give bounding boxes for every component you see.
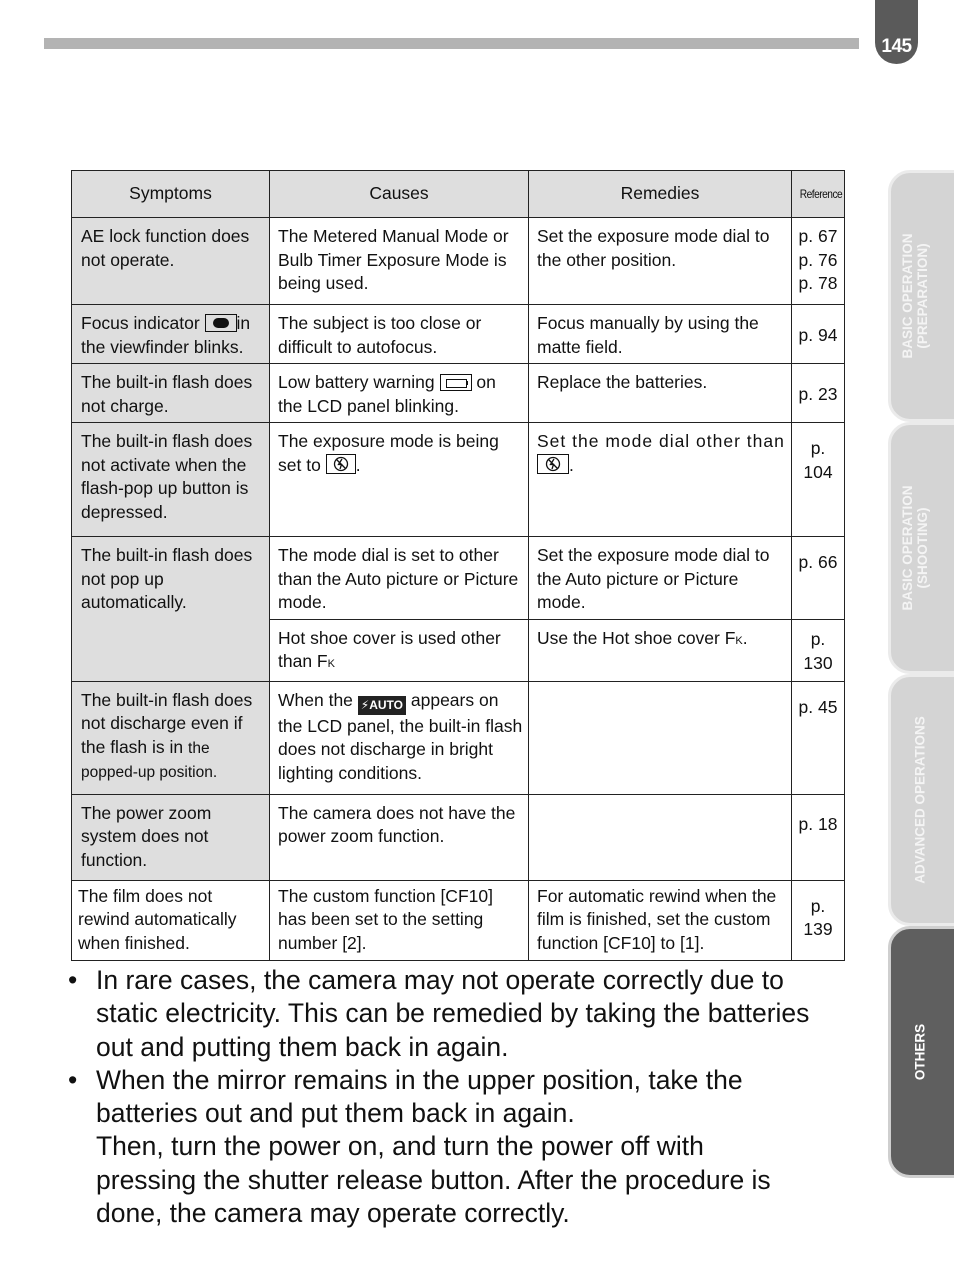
header-causes: Causes: [270, 171, 529, 218]
note-item: • In rare cases, the camera may not operate correctly due to static electricity. This can be remedied by taking the batteries out and putting them back in again.: [68, 965, 810, 1062]
table-row: [72, 537, 845, 620]
tab-label: BASIC OPERATION (SHOOTING): [900, 485, 930, 611]
remedy-cell: [529, 794, 792, 880]
remedy-cell: Set the mode dial other than .: [529, 423, 792, 537]
remedy-cell: Use the Hot shoe cover FK.: [529, 619, 792, 681]
page-reference: p. 78: [798, 273, 838, 293]
reference-cell: p. 139: [792, 880, 845, 960]
page-reference: p. 67: [798, 226, 838, 246]
symptom-cell: AE lock function does not operate.: [72, 218, 270, 305]
remedy-cell: Focus manually by using the matte field.: [529, 305, 792, 364]
bullet: •: [68, 965, 78, 995]
flash-off-icon: [326, 454, 356, 474]
note-item: • When the mirror remains in the upper position, take the batteries out and put them back in again. Then, turn the power on, and turn the power off with pressing the shutter release button. After the procedure is done, the camera may operate correctly.: [68, 1064, 771, 1229]
cause-cell: Hot shoe cover is used other than FK: [270, 619, 529, 681]
cause-cell: The exposure mode is being set to .: [270, 423, 529, 537]
battery-warning-icon: [440, 374, 472, 391]
table-header-row: [72, 171, 845, 218]
symptom-cell: Focus indicator in the viewfinder blinks.: [72, 305, 270, 364]
header-reference: Reference: [792, 171, 845, 218]
symptom-cell: The power zoom system does not function.: [72, 794, 270, 880]
cause-cell: The subject is too close or difficult to autofocus.: [270, 305, 529, 364]
page-number: 145: [875, 0, 918, 64]
tab-basic-operation-shooting[interactable]: [888, 422, 954, 674]
tab-basic-operation-preparation[interactable]: [888, 170, 954, 422]
header-symptoms: Symptoms: [72, 171, 270, 218]
reference-cell: p. 18: [792, 794, 845, 880]
symptom-cell: The built-in flash does not charge.: [72, 364, 270, 423]
cause-cell: The camera does not have the power zoom function.: [270, 794, 529, 880]
reference-cell: [792, 218, 845, 305]
cause-cell: The custom function [CF10] has been set to the setting number [2].: [270, 880, 529, 960]
reference-cell: p. 104: [792, 423, 845, 537]
cause-cell: Low battery warning on the LCD panel blinking.: [270, 364, 529, 423]
table-row: [72, 794, 845, 880]
troubleshooting-table: [71, 170, 845, 961]
reference-cell: p. 130: [792, 619, 845, 681]
reference-cell: p. 94: [792, 305, 845, 364]
cause-cell: When the ⚡AUTO appears on the LCD panel, the built-in flash does not discharge in bright lighting conditions.: [270, 681, 529, 794]
table-row: [72, 423, 845, 537]
table-row: [72, 880, 845, 960]
table-row: [72, 681, 845, 794]
symptom-cell: The film does not rewind automatically when finished.: [72, 880, 270, 960]
tab-advanced-operations[interactable]: [888, 674, 954, 926]
bullet: •: [68, 1064, 78, 1095]
symptom-cell: The built-in flash does not activate when the flash-pop up button is depressed.: [72, 423, 270, 537]
table-row: [72, 218, 845, 305]
header-rule: [44, 38, 859, 49]
symptom-cell: The built-in flash does not discharge even if the flash is in the popped-up position.: [72, 681, 270, 794]
remedy-cell: [529, 681, 792, 794]
reference-cell: p. 45: [792, 681, 845, 794]
reference-cell: p. 66: [792, 537, 845, 620]
table-row: [72, 305, 845, 364]
remedy-cell: Set the exposure mode dial to the other position.: [529, 218, 792, 305]
header-remedies: Remedies: [529, 171, 792, 218]
auto-flash-icon: ⚡AUTO: [358, 696, 406, 715]
page-reference: p. 76: [798, 249, 838, 270]
remedy-cell: Replace the batteries.: [529, 364, 792, 423]
symptom-cell: The built-in flash does not pop up automatically.: [72, 537, 270, 682]
cause-cell: The mode dial is set to other than the Auto picture or Picture mode.: [270, 537, 529, 620]
focus-indicator-icon: [205, 314, 237, 332]
notes-list: [68, 964, 848, 1230]
remedy-cell: Set the exposure mode dial to the Auto picture or Picture mode.: [529, 537, 792, 620]
tab-label: BASIC OPERATION (PREPARATION): [900, 233, 930, 359]
remedy-cell: For automatic rewind when the film is finished, set the custom function [CF10] to [1].: [529, 880, 792, 960]
tab-label: ADVANCED OPERATIONS: [912, 716, 928, 884]
tab-others[interactable]: [888, 926, 954, 1178]
tab-label: OTHERS: [912, 1023, 928, 1081]
flash-off-icon: [537, 454, 569, 474]
reference-cell: p. 23: [792, 364, 845, 423]
cause-cell: The Metered Manual Mode or Bulb Timer Exposure Mode is being used.: [270, 218, 529, 305]
table-row: [72, 364, 845, 423]
